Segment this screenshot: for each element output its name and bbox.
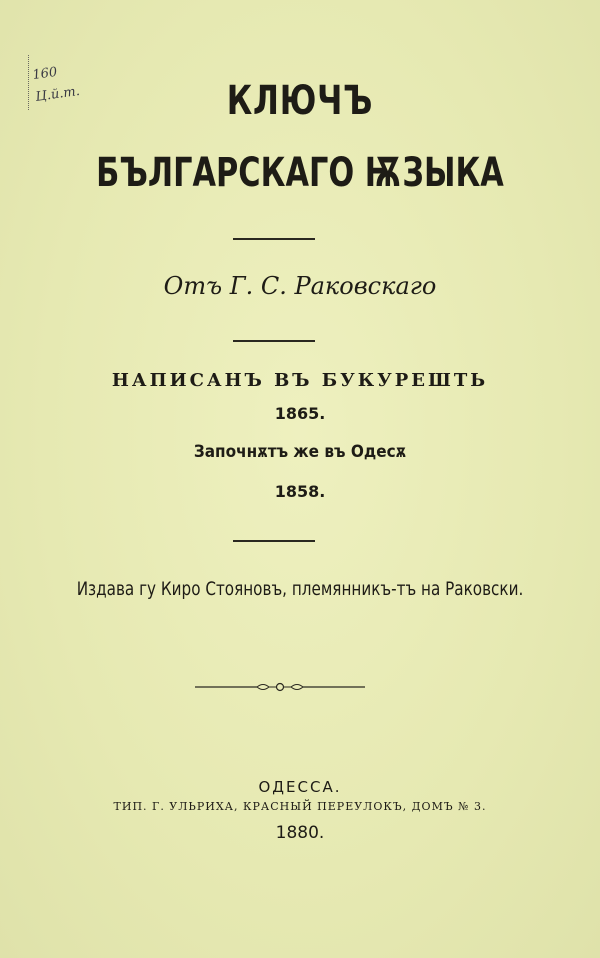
book-title-line-2: БЪЛГАРСКАГО ѬЗЫКА [96,150,504,196]
begun-in-line: Започнѫтъ же въ Одесѫ [193,442,407,462]
written-in-line: НАПИСАНЪ ВЪ БУКУРЕШТЬ [111,370,489,391]
begun-year: 1858. [274,482,326,501]
margin-mark [28,55,29,110]
imprint-year: 1880. [275,823,325,843]
imprint-press: ТИП. Г. УЛЬРИХА, КРАСНЫЙ ПЕРЕУЛОКЪ, ДОМЪ № 3. [113,800,487,813]
annotation-line-2: Ц.й.т. [34,83,81,105]
divider-rule-3 [233,540,315,542]
divider-rule-2 [233,340,315,342]
written-year: 1865. [274,404,326,423]
book-title-line-1: КЛЮЧЪ [226,78,374,124]
annotation-line-1: 160 [31,64,59,84]
author-line: Отъ Г. С. Раковскаго [163,272,437,300]
ornament-rule-icon [195,680,365,694]
imprint-city: ОДЕССА. [258,778,342,796]
divider-rule-1 [233,238,315,240]
publisher-line: Издава гу Киро Стояновъ, племянникъ-тъ на Раковски. [76,578,524,600]
